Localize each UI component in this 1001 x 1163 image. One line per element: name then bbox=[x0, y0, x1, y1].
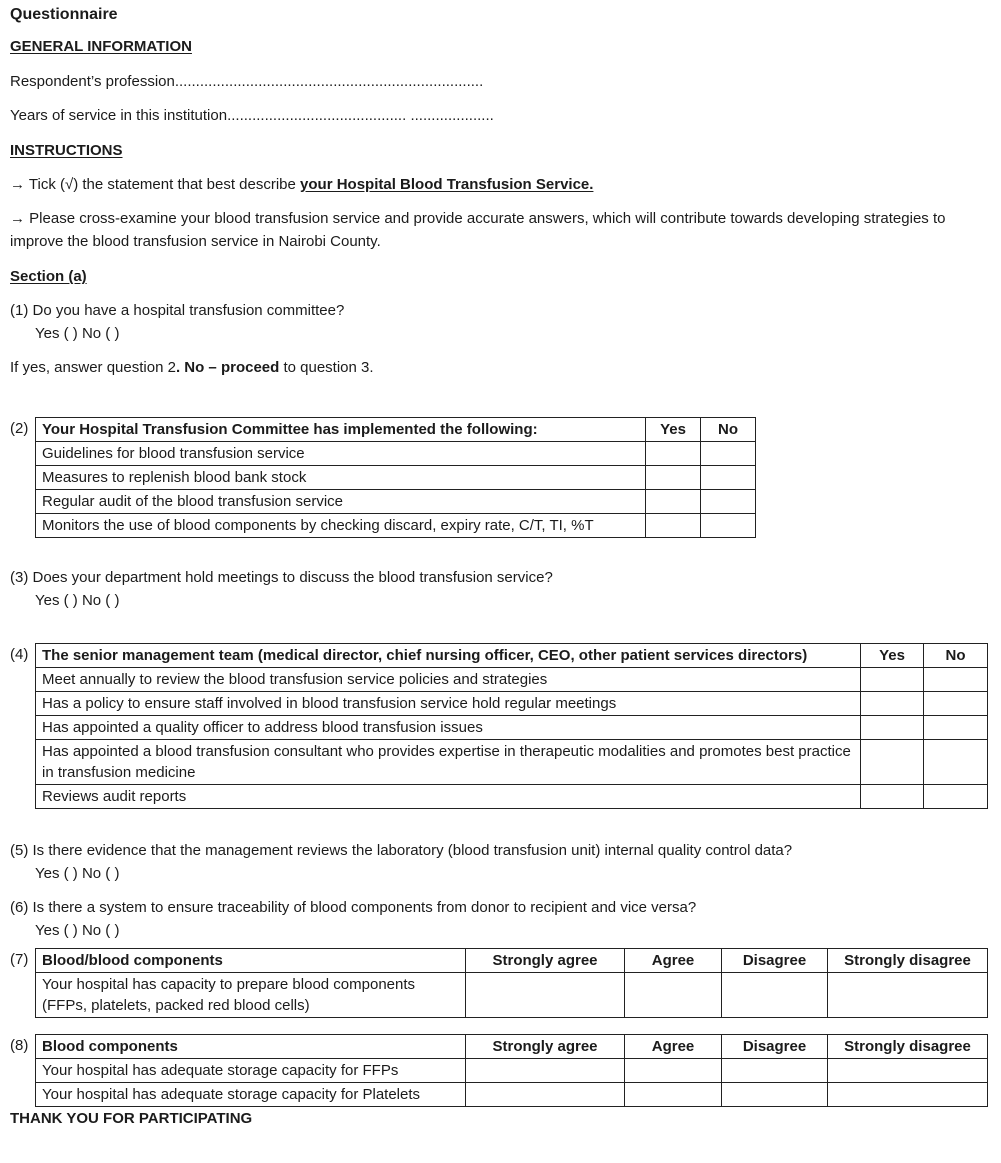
question-4-table bbox=[35, 643, 988, 809]
instructions-heading: INSTRUCTIONS bbox=[10, 142, 123, 159]
yes-tick-cell[interactable] bbox=[646, 490, 701, 514]
question-3-block bbox=[10, 566, 991, 612]
table-header-no: No bbox=[701, 418, 756, 442]
statement-cell: Meet annually to review the blood transfusion service policies and strategies bbox=[36, 668, 861, 692]
yes-tick-cell[interactable] bbox=[646, 514, 701, 538]
table-row bbox=[36, 740, 988, 785]
table-row bbox=[36, 442, 756, 466]
table-row bbox=[36, 514, 756, 538]
cross-examine-instruction: → Please cross-examine your blood transfusion service and provide accurate answers, which will contribute towards developing strategies to improve the blood transfusion service in Nairobi County. bbox=[10, 210, 946, 250]
question-6-block bbox=[10, 896, 991, 942]
question-2-number: (2) bbox=[10, 420, 29, 437]
no-tick-cell[interactable] bbox=[924, 668, 988, 692]
thank-you-footer: THANK YOU FOR PARTICIPATING bbox=[10, 1110, 253, 1127]
disagree-tick-cell[interactable] bbox=[722, 1083, 828, 1107]
question-8-table bbox=[35, 1034, 988, 1107]
statement-cell: Reviews audit reports bbox=[36, 785, 861, 809]
strongly-disagree-tick-cell[interactable] bbox=[828, 1059, 988, 1083]
question-6-answer-options[interactable]: Yes ( ) No ( ) bbox=[35, 922, 120, 939]
table-row bbox=[36, 490, 756, 514]
agree-tick-cell[interactable] bbox=[625, 973, 722, 1018]
no-tick-cell[interactable] bbox=[701, 442, 756, 466]
table-header-disagree: Disagree bbox=[722, 1035, 828, 1059]
table-row bbox=[36, 785, 988, 809]
table-row bbox=[36, 692, 988, 716]
question-8-block bbox=[10, 1034, 991, 1107]
question-3-answer-options[interactable]: Yes ( ) No ( ) bbox=[35, 592, 120, 609]
disagree-tick-cell[interactable] bbox=[722, 1059, 828, 1083]
section-a-heading: Section (a) bbox=[10, 268, 87, 285]
question-5-answer-options[interactable]: Yes ( ) No ( ) bbox=[35, 865, 120, 882]
general-information-heading: GENERAL INFORMATION bbox=[10, 38, 192, 55]
question-3-text: (3) Does your department hold meetings to discuss the blood transfusion service? bbox=[10, 569, 553, 586]
table-row bbox=[36, 1083, 988, 1107]
question-8-number: (8) bbox=[10, 1037, 29, 1054]
question-1-answer-options[interactable]: Yes ( ) No ( ) bbox=[35, 325, 120, 342]
question-5-block bbox=[10, 839, 991, 885]
question-7-table bbox=[35, 948, 988, 1018]
statement-cell: Measures to replenish blood bank stock bbox=[36, 466, 646, 490]
table-header-agree: Agree bbox=[625, 1035, 722, 1059]
question-4-number: (4) bbox=[10, 646, 29, 663]
table-header-statement: Blood/blood components bbox=[36, 949, 466, 973]
statement-cell: Your hospital has adequate storage capacity for FFPs bbox=[36, 1059, 466, 1083]
table-header-no: No bbox=[924, 644, 988, 668]
yes-tick-cell[interactable] bbox=[861, 785, 924, 809]
agree-tick-cell[interactable] bbox=[625, 1083, 722, 1107]
table-row bbox=[36, 668, 988, 692]
table-header-statement: Your Hospital Transfusion Committee has implemented the following: bbox=[36, 418, 646, 442]
no-tick-cell[interactable] bbox=[924, 740, 988, 785]
question-2-table bbox=[35, 417, 756, 538]
no-tick-cell[interactable] bbox=[924, 716, 988, 740]
yes-tick-cell[interactable] bbox=[861, 740, 924, 785]
tick-instruction bbox=[10, 173, 991, 196]
table-header-strongly-disagree: Strongly disagree bbox=[828, 949, 988, 973]
table-header-strongly-agree: Strongly agree bbox=[466, 1035, 625, 1059]
question-5-text: (5) Is there evidence that the management reviews the laboratory (blood transfusion unit) internal quality control data? bbox=[10, 842, 793, 859]
table-header-statement: The senior management team (medical director, chief nursing officer, CEO, other patient services directors) bbox=[36, 644, 861, 668]
respondent-profession-field[interactable] bbox=[10, 70, 991, 93]
strongly-agree-tick-cell[interactable] bbox=[466, 973, 625, 1018]
page-title: Questionnaire bbox=[10, 6, 118, 23]
statement-cell: Guidelines for blood transfusion service bbox=[36, 442, 646, 466]
table-header-yes: Yes bbox=[861, 644, 924, 668]
branch-prefix: If yes, answer question 2 bbox=[10, 359, 176, 376]
table-header-yes: Yes bbox=[646, 418, 701, 442]
no-tick-cell[interactable] bbox=[924, 692, 988, 716]
years-of-service-field[interactable] bbox=[10, 104, 991, 127]
strongly-agree-tick-cell[interactable] bbox=[466, 1083, 625, 1107]
tick-instruction-text: → Tick (√) the statement that best describe bbox=[10, 176, 301, 193]
fill-in-dots[interactable]: ........................................... bbox=[227, 107, 407, 124]
no-tick-cell[interactable] bbox=[924, 785, 988, 809]
table-header-agree: Agree bbox=[625, 949, 722, 973]
branch-instruction bbox=[10, 356, 991, 379]
branch-emphasis: . No – proceed bbox=[175, 359, 280, 376]
yes-tick-cell[interactable] bbox=[861, 716, 924, 740]
question-2-block bbox=[10, 417, 991, 538]
respondent-profession-label: Respondent’s profession bbox=[10, 73, 175, 90]
statement-cell: Your hospital has capacity to prepare blood components (FFPs, platelets, packed red blood cells) bbox=[36, 973, 466, 1018]
question-4-header-row bbox=[36, 644, 988, 668]
fill-in-dots[interactable]: .......................................................................... bbox=[174, 73, 484, 90]
question-4-block bbox=[10, 643, 991, 809]
statement-cell: Regular audit of the blood transfusion service bbox=[36, 490, 646, 514]
table-header-statement: Blood components bbox=[36, 1035, 466, 1059]
agree-tick-cell[interactable] bbox=[625, 1059, 722, 1083]
statement-cell: Has appointed a quality officer to address blood transfusion issues bbox=[36, 716, 861, 740]
table-row bbox=[36, 466, 756, 490]
branch-suffix: to question 3. bbox=[279, 359, 374, 376]
question-1-text: (1) Do you have a hospital transfusion committee? bbox=[10, 302, 345, 319]
yes-tick-cell[interactable] bbox=[646, 466, 701, 490]
table-header-strongly-disagree: Strongly disagree bbox=[828, 1035, 988, 1059]
statement-cell: Your hospital has adequate storage capacity for Platelets bbox=[36, 1083, 466, 1107]
disagree-tick-cell[interactable] bbox=[722, 973, 828, 1018]
table-row bbox=[36, 1059, 988, 1083]
question-7-block bbox=[10, 948, 991, 1018]
question-7-header-row bbox=[36, 949, 988, 973]
table-header-strongly-agree: Strongly agree bbox=[466, 949, 625, 973]
yes-tick-cell[interactable] bbox=[861, 668, 924, 692]
table-row bbox=[36, 973, 988, 1018]
table-row bbox=[36, 716, 988, 740]
no-tick-cell[interactable] bbox=[701, 466, 756, 490]
statement-cell: Has appointed a blood transfusion consultant who provides expertise in therapeutic modalities and promotes best practice in transfusion medicine bbox=[36, 740, 861, 785]
question-8-header-row bbox=[36, 1035, 988, 1059]
question-1-block bbox=[10, 299, 991, 345]
strongly-disagree-tick-cell[interactable] bbox=[828, 973, 988, 1018]
statement-cell: Monitors the use of blood components by checking discard, expiry rate, C/T, TI, %T bbox=[36, 514, 646, 538]
question-6-text: (6) Is there a system to ensure traceability of blood components from donor to recipient and vice versa? bbox=[10, 899, 697, 916]
fill-in-dots[interactable]: .................... bbox=[410, 107, 494, 124]
strongly-disagree-tick-cell[interactable] bbox=[828, 1083, 988, 1107]
question-2-header-row bbox=[36, 418, 756, 442]
years-of-service-label: Years of service in this institution bbox=[10, 107, 228, 124]
tick-instruction-emphasis: your Hospital Blood Transfusion Service. bbox=[300, 176, 594, 193]
question-7-number: (7) bbox=[10, 951, 29, 968]
no-tick-cell[interactable] bbox=[701, 490, 756, 514]
yes-tick-cell[interactable] bbox=[646, 442, 701, 466]
yes-tick-cell[interactable] bbox=[861, 692, 924, 716]
no-tick-cell[interactable] bbox=[701, 514, 756, 538]
strongly-agree-tick-cell[interactable] bbox=[466, 1059, 625, 1083]
table-header-disagree: Disagree bbox=[722, 949, 828, 973]
statement-cell: Has a policy to ensure staff involved in blood transfusion service hold regular meetings bbox=[36, 692, 861, 716]
